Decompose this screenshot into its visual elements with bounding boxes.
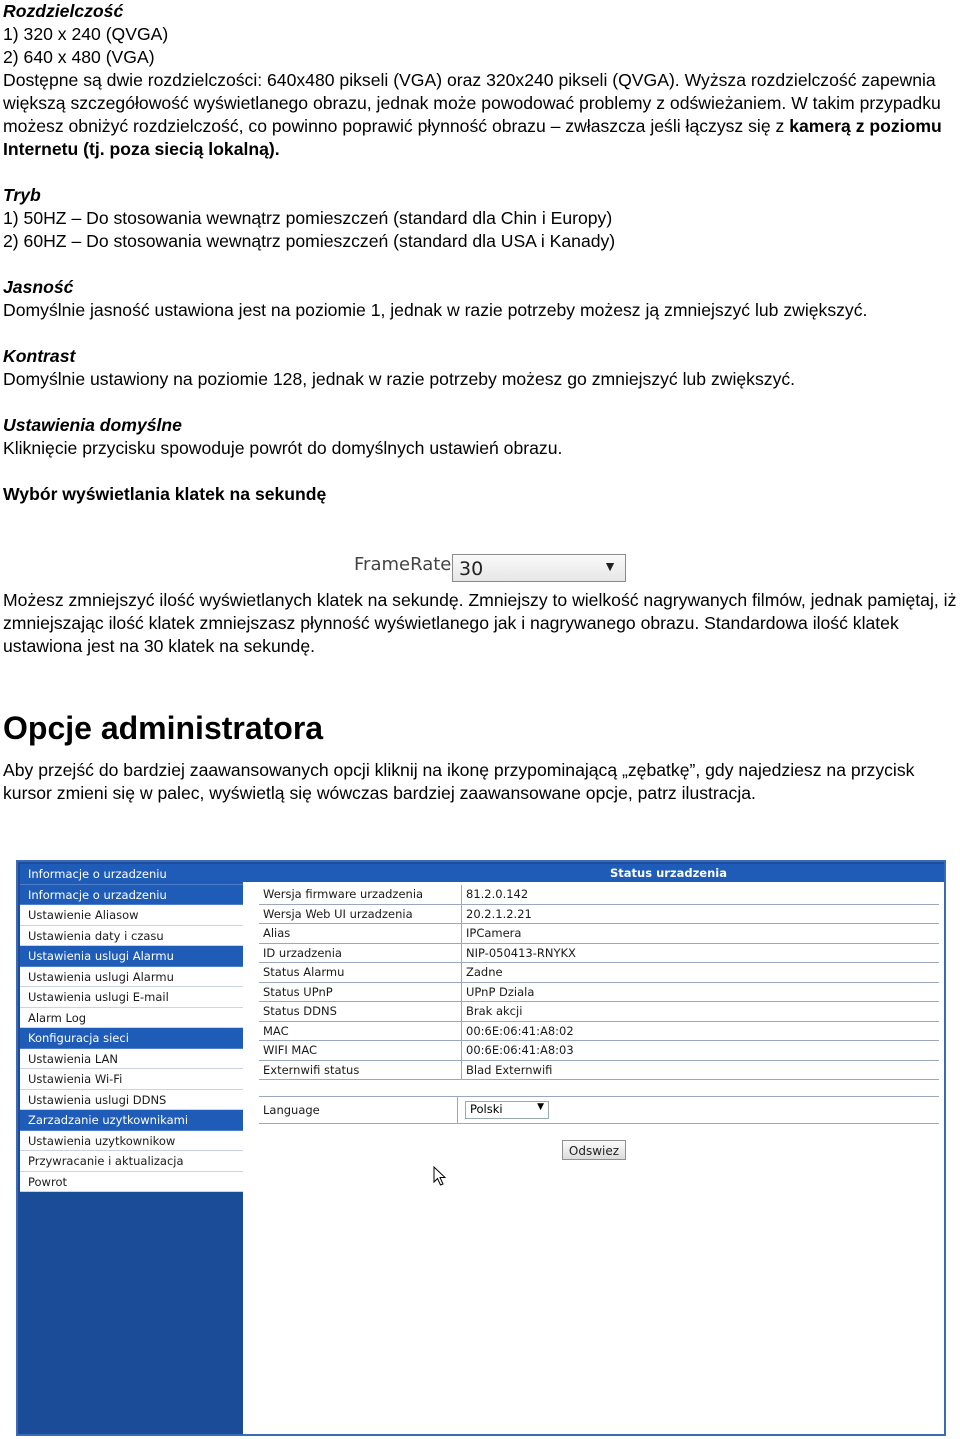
table-row (259, 1021, 939, 1041)
framerate-paragraph: Możesz zmniejszyć ilość wyświetlanych klatek na sekundę. Zmniejszy to wielkość nagrywanych filmów, jednak pamiętaj, iż zmniejszając ilość klatek zmniejszasz płynność wyświetlanego jak i nagrywanego obrazu. Standardowa ilość klatek ustawiona jest na 30 klatek na sekundę. (3, 590, 957, 656)
language-select[interactable] (465, 1101, 549, 1119)
sidebar-item[interactable]: Ustawienia uzytkownikow (20, 1131, 243, 1152)
status-value: NIP-050413-RNYKX (462, 943, 940, 963)
language-label: Language (263, 1103, 320, 1117)
sidebar-section-header[interactable]: Ustawienia uslugi Alarmu (20, 946, 243, 967)
status-title: Status urzadzenia (243, 864, 944, 882)
sidebar-section-header[interactable]: Informacje o urzadzeniu (20, 864, 243, 885)
resolution-option-1: 1) 320 x 240 (QVGA) (3, 24, 169, 44)
status-value: Brak akcji (462, 1002, 940, 1022)
table-row (259, 963, 939, 983)
chevron-down-icon: ▼ (603, 558, 617, 574)
brightness-heading: Jasność (3, 277, 74, 297)
resolution-text-bold: kamerą z poziomu Internetu (tj. poza siecią lokalną). (3, 116, 942, 159)
mode-option-2: 2) 60HZ – Do stosowania wewnątrz pomieszczeń (standard dla USA i Kanady) (3, 231, 616, 251)
sidebar-item[interactable]: Powrot (20, 1172, 243, 1193)
status-key: Alias (259, 924, 462, 944)
status-key: Wersja firmware urzadzenia (259, 885, 462, 904)
mode-heading: Tryb (3, 185, 41, 205)
sidebar-item[interactable]: Ustawienia LAN (20, 1049, 243, 1070)
table-row (259, 924, 939, 944)
status-value: Zadne (462, 963, 940, 983)
table-row (259, 1060, 939, 1080)
status-key: Wersja Web UI urzadzenia (259, 904, 462, 924)
status-key: Status DDNS (259, 1002, 462, 1022)
status-key: WIFI MAC (259, 1041, 462, 1061)
defaults-heading: Ustawienia domyślne (3, 415, 182, 435)
sidebar-section-header[interactable]: Informacje o urzadzeniu (20, 885, 243, 906)
framerate-heading: Wybór wyświetlania klatek na sekundę (3, 484, 327, 504)
resolution-heading: Rozdzielczość (3, 1, 124, 21)
document-body (3, 0, 958, 805)
contrast-heading: Kontrast (3, 346, 76, 366)
status-key: Externwifi status (259, 1060, 462, 1080)
sidebar-item[interactable]: Ustawienie Aliasow (20, 905, 243, 926)
status-value: UPnP Dziala (462, 982, 940, 1002)
status-value: 81.2.0.142 (462, 885, 940, 904)
status-key: MAC (259, 1021, 462, 1041)
sidebar-item[interactable]: Ustawienia daty i czasu (20, 926, 243, 947)
sidebar-item[interactable]: Ustawienia uslugi DDNS (20, 1090, 243, 1111)
status-key: ID urzadzenia (259, 943, 462, 963)
resolution-option-2: 2) 640 x 480 (VGA) (3, 47, 155, 67)
status-table (259, 885, 939, 1080)
status-key: Status Alarmu (259, 963, 462, 983)
sidebar (20, 864, 243, 1192)
resolution-paragraph (3, 69, 958, 161)
table-row (259, 1041, 939, 1061)
contrast-paragraph: Domyślnie ustawiony na poziomie 128, jednak w razie potrzeby możesz go zmniejszyć lub zwiększyć. (3, 369, 796, 389)
status-value: 00:6E:06:41:A8:02 (462, 1021, 940, 1041)
sidebar-item[interactable]: Ustawienia Wi-Fi (20, 1069, 243, 1090)
admin-heading: Opcje administratora (3, 710, 324, 746)
status-value: Blad Externwifi (462, 1060, 940, 1080)
defaults-paragraph: Kliknięcie przycisku spowoduje powrót do domyślnych ustawień obrazu. (3, 438, 563, 458)
status-panel (243, 864, 944, 1434)
status-value: IPCamera (462, 924, 940, 944)
framerate-label: FrameRate (354, 554, 452, 575)
status-key: Status UPnP (259, 982, 462, 1002)
table-row (259, 885, 939, 904)
sidebar-item[interactable]: Przywracanie i aktualizacja (20, 1151, 243, 1172)
sidebar-section-header[interactable]: Konfiguracja sieci (20, 1028, 243, 1049)
table-row (259, 904, 939, 924)
sidebar-item[interactable]: Ustawienia uslugi Alarmu (20, 967, 243, 988)
sidebar-section-header[interactable]: Zarzadzanie uzytkownikami (20, 1110, 243, 1131)
language-row (259, 1096, 939, 1124)
mouse-cursor-icon (433, 1166, 447, 1186)
sidebar-item[interactable]: Alarm Log (20, 1008, 243, 1029)
status-value: 00:6E:06:41:A8:03 (462, 1041, 940, 1061)
admin-screenshot (16, 860, 946, 1436)
framerate-value: 30 (459, 558, 484, 580)
framerate-select[interactable] (452, 554, 626, 582)
table-row (259, 982, 939, 1002)
refresh-button[interactable]: Odswiez (562, 1140, 626, 1160)
language-value: Polski (470, 1102, 503, 1116)
admin-paragraph: Aby przejść do bardziej zaawansowanych opcji kliknij na ikonę przypominającą „zębatkę”, gdy najedziesz na przycisk kursor zmieni się w palec, wyświetlą się wówczas bardziej zaawansowane opcje, patrz ilustracja. (3, 760, 915, 803)
chevron-down-icon: ▼ (537, 1102, 544, 1112)
status-value: 20.2.1.2.21 (462, 904, 940, 924)
table-row (259, 943, 939, 963)
table-row (259, 1002, 939, 1022)
mode-option-1: 1) 50HZ – Do stosowania wewnątrz pomieszczeń (standard dla Chin i Europy) (3, 208, 613, 228)
brightness-paragraph: Domyślnie jasność ustawiona jest na poziomie 1, jednak w razie potrzeby możesz ją zmniejszyć lub zwiększyć. (3, 300, 868, 320)
resolution-text: Dostępne są dwie rozdzielczości: 640x480 pikseli (VGA) oraz 320x240 pikseli (QVGA). Wyższa rozdzielczość zapewnia większą szczegółowość wyświetlanego obrazu, jednak może powodować problemy z odświeżaniem. W takim przypadku możesz obniżyć rozdzielczość, co powinno poprawić płynność obrazu – zwłaszcza jeśli łączysz się z (3, 70, 941, 136)
sidebar-item[interactable]: Ustawienia uslugi E-mail (20, 987, 243, 1008)
framerate-widget (350, 548, 630, 588)
